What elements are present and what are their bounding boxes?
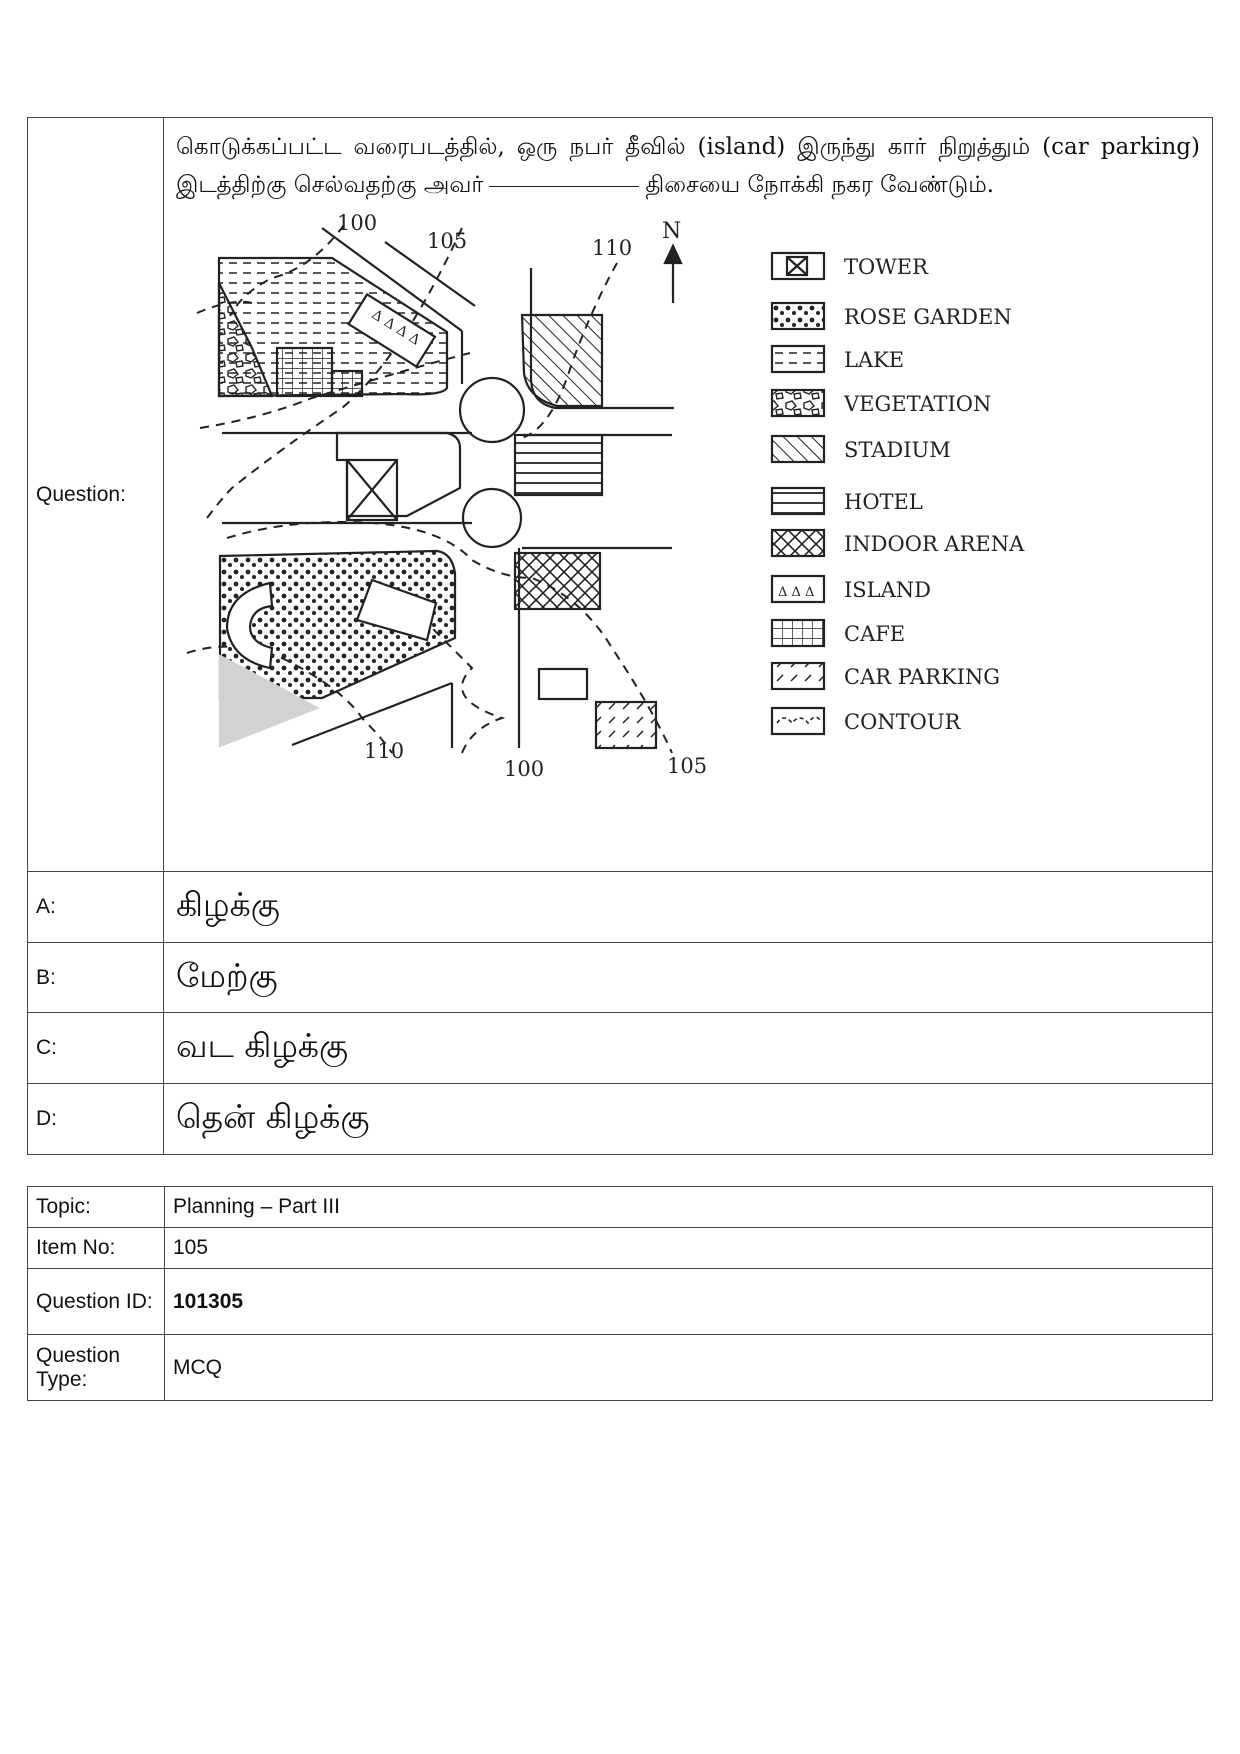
contour-label: 110 bbox=[592, 236, 633, 260]
question-type-label: Question Type: bbox=[28, 1335, 165, 1401]
svg-text:Δ Δ Δ Δ: Δ Δ Δ Δ bbox=[368, 306, 423, 349]
legend-vegetation: VEGETATION bbox=[844, 392, 992, 416]
legend-tower: TOWER bbox=[844, 255, 928, 279]
svg-text:Δ Δ Δ: Δ Δ Δ bbox=[778, 585, 815, 600]
option-a-label: A: bbox=[28, 872, 164, 943]
answer-blank bbox=[489, 185, 639, 187]
legend-rose-garden: ROSE GARDEN bbox=[844, 305, 1012, 329]
option-c-label: C: bbox=[28, 1013, 164, 1084]
question-id-label: Question ID: bbox=[28, 1269, 165, 1335]
option-c[interactable]: வட கிழக்கு bbox=[164, 1013, 1213, 1084]
north-label: N bbox=[662, 219, 682, 244]
lake-block bbox=[219, 258, 447, 396]
small-building bbox=[539, 669, 587, 699]
metadata-table bbox=[27, 1186, 1213, 1401]
legend-stadium: STADIUM bbox=[844, 438, 951, 462]
legend-indoor-arena: INDOOR ARENA bbox=[844, 532, 1025, 556]
option-a[interactable]: கிழக்கு bbox=[164, 872, 1213, 943]
hotel bbox=[515, 435, 602, 495]
topic-value: Planning – Part III bbox=[165, 1187, 1213, 1228]
item-no-value: 105 bbox=[165, 1228, 1213, 1269]
question-text bbox=[164, 118, 1212, 204]
topic-label: Topic: bbox=[28, 1187, 165, 1228]
contour-label: 100 bbox=[337, 211, 378, 235]
option-d[interactable]: தென் கிழக்கு bbox=[164, 1084, 1213, 1155]
question-label: Question: bbox=[28, 118, 164, 872]
option-b[interactable]: மேற்கு bbox=[164, 943, 1213, 1013]
legend-cafe: CAFE bbox=[844, 622, 906, 646]
item-no-label: Item No: bbox=[28, 1228, 165, 1269]
map-legend bbox=[772, 253, 1025, 734]
roundabout-north bbox=[460, 378, 524, 442]
north-arrow bbox=[662, 219, 681, 303]
contour-label: 105 bbox=[427, 229, 468, 253]
car-parking bbox=[596, 702, 656, 748]
map-diagram bbox=[172, 208, 1212, 848]
question-text-part2: திசையை நோக்கி நகர வேண்டும். bbox=[645, 172, 995, 198]
question-type-value: MCQ bbox=[165, 1335, 1213, 1401]
tower-building bbox=[337, 433, 460, 516]
legend-contour: CONTOUR bbox=[844, 710, 961, 734]
legend-lake: LAKE bbox=[844, 348, 905, 372]
legend-hotel: HOTEL bbox=[844, 490, 923, 514]
contour-label: 100 bbox=[504, 757, 545, 781]
stadium bbox=[522, 315, 602, 406]
roundabout-south bbox=[463, 489, 521, 547]
question-text-part1: கொடுக்கப்பட்ட வரைபடத்தில், ஒரு நபர் தீவில் (island) இருந்து கார் நிறுத்தும் (car parking) இடத்திற்கு செல்வதற்கு அவர் bbox=[176, 134, 1200, 198]
legend-car-parking: CAR PARKING bbox=[844, 665, 1001, 689]
legend-island: ISLAND bbox=[844, 578, 932, 602]
option-d-label: D: bbox=[28, 1084, 164, 1155]
option-b-label: B: bbox=[28, 943, 164, 1013]
indoor-arena bbox=[515, 553, 600, 609]
contour-label: 105 bbox=[667, 754, 708, 778]
question-table bbox=[27, 117, 1213, 1155]
question-cell bbox=[164, 118, 1213, 872]
contour-label: 110 bbox=[364, 739, 405, 763]
question-id-value: 101305 bbox=[165, 1269, 1213, 1335]
